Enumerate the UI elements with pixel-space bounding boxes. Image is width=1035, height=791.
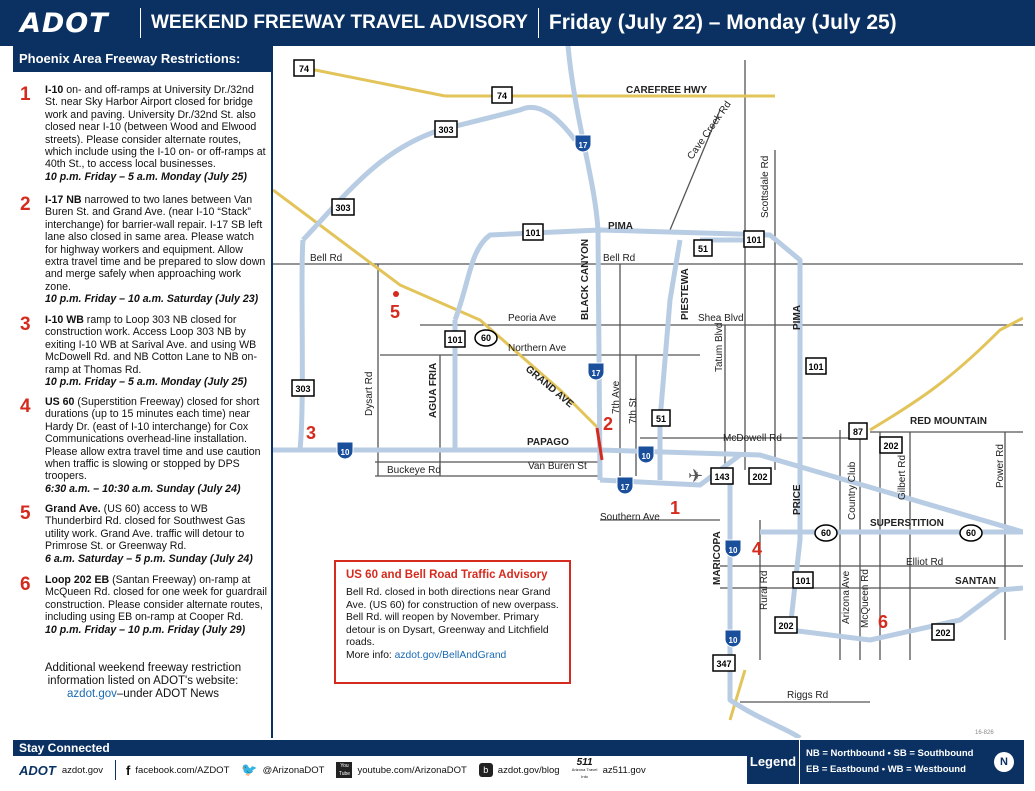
label-papago: PAPAGO	[527, 437, 569, 448]
shield-51: 51	[655, 414, 667, 424]
restriction-text	[45, 194, 267, 306]
restriction-text	[45, 314, 267, 388]
shield-101: 101	[795, 576, 811, 586]
restrictions-sidebar	[13, 46, 273, 738]
shield-101: 101	[808, 362, 824, 372]
airport-icon: ✈	[688, 466, 704, 486]
label-superstition: SUPERSTITION	[870, 518, 944, 529]
az511-link[interactable]	[571, 757, 646, 780]
label-7th-st: 7th St	[628, 397, 639, 424]
adot-website-link[interactable]: azdot.gov	[67, 688, 117, 700]
header-divider	[140, 8, 141, 38]
shield-i10: 10	[641, 452, 651, 461]
label-rural: Rural Rd	[759, 570, 770, 610]
shield-303: 303	[295, 384, 311, 394]
label-southern: Southern Ave	[600, 512, 660, 523]
restriction-description: on- and off-ramps at University Dr./32nd St. near Sky Harbor Airport closed for bridge work and paving. University Dr./32nd St. also closed near I-10 (between Wood and Elwood streets). Please consider alternate routes, which include using the I-10 on- or off-ramps at 40th St., to access local businesses.	[45, 84, 266, 171]
marker-5[interactable]: 5	[390, 302, 401, 322]
advisory-text: Bell Rd. closed in both directions near Grand Ave. (US 60) for construction of new overpass. Bell Rd. will reopen by November. Primary detour is on Dysart, Greenway and Litchfield roads.	[346, 587, 559, 649]
shield-303: 303	[438, 125, 454, 135]
label-northern: Northern Ave	[508, 343, 567, 354]
label-mcqueen: McQueen Rd	[860, 569, 871, 628]
shield-60: 60	[480, 333, 492, 343]
label-grand: GRAND AVE	[523, 363, 576, 411]
restriction-road: Loop 202 EB	[45, 574, 110, 586]
marker-2[interactable]: 2	[603, 414, 614, 434]
label-power: Power Rd	[995, 444, 1006, 488]
shield-60: 60	[820, 528, 832, 538]
advisory-more-label: More info:	[346, 649, 395, 661]
label-country-club: Country Club	[847, 461, 858, 520]
header-divider	[538, 8, 539, 38]
restriction-description: (US 60) access to WB Thunderbird Rd. closed for Southwest Gas utility work. Grand Ave. traffic will detour to Primrose St. or Greenway Rd.	[45, 503, 246, 553]
shield-202: 202	[778, 621, 794, 631]
adot-logo: ADOT	[20, 7, 109, 39]
shield-i17: 17	[591, 369, 601, 378]
label-bell-right: Bell Rd	[603, 253, 636, 264]
label-arizona: Arizona Ave	[841, 570, 852, 624]
shield-51: 51	[697, 244, 709, 254]
marker-4[interactable]: 4	[752, 539, 763, 559]
label-carefree: CAREFREE HWY	[626, 85, 708, 96]
restriction-text	[45, 574, 267, 636]
label-agua-fria: AGUA FRIA	[428, 362, 439, 418]
label-peoria: Peoria Ave	[508, 313, 557, 324]
shield-i10: 10	[340, 448, 350, 457]
label-van-buren: Van Buren St	[528, 461, 587, 472]
restriction-number: 4	[20, 396, 31, 417]
label-tatum: Tatum Blvd	[714, 322, 725, 372]
shield-202: 202	[935, 628, 951, 638]
shield-60: 60	[965, 528, 977, 538]
restriction-time: 10 p.m. Friday – 10 a.m. Saturday (July 23)	[45, 293, 259, 306]
restriction-text	[45, 503, 267, 565]
shield-101: 101	[746, 235, 762, 245]
legend-body	[800, 746, 986, 778]
shield-347: 347	[716, 659, 732, 669]
youtube-text: youtube.com/ArizonaDOT	[357, 764, 467, 776]
label-mcdowell: McDowell Rd	[723, 433, 782, 444]
social-links	[13, 756, 747, 784]
adot-footer-logo: ADOT	[19, 762, 56, 778]
restriction-number: 1	[20, 84, 31, 105]
az511-text: az511.gov	[602, 764, 646, 776]
legend	[747, 740, 1024, 784]
label-scottsdale: Scottsdale Rd	[760, 155, 771, 218]
blog-text: azdot.gov/blog	[497, 764, 560, 776]
stay-connected-bar: Stay Connected	[13, 740, 747, 756]
restriction-time: 10 p.m. Friday – 5 a.m. Monday (July 25)	[45, 170, 247, 183]
restriction-road: I-17 NB	[45, 194, 82, 206]
label-price: PRICE	[792, 484, 803, 515]
youtube-icon: You Tube	[336, 762, 352, 778]
page-title: WEEKEND FREEWAY TRAVEL ADVISORY	[151, 12, 528, 33]
restriction-number: 3	[20, 314, 31, 335]
shield-101: 101	[525, 228, 541, 238]
restriction-description: (Santan Freeway) on-ramp at McQueen Rd. closed for one week for guardrail construction. Please consider alternate routes, including using EB on-ramp at Cooper Rd.	[45, 574, 267, 624]
label-cave-creek: Cave Creek Rd	[685, 99, 734, 162]
advisory-link[interactable]: azdot.gov/BellAndGrand	[394, 649, 507, 661]
advisory-title: US 60 and Bell Road Traffic Advisory	[346, 569, 548, 581]
sidebar-title: Phoenix Area Freeway Restrictions:	[13, 46, 271, 72]
bell-road-advisory	[334, 560, 571, 684]
marker-6[interactable]: 6	[878, 612, 889, 632]
restriction-time: 10 p.m. Friday – 5 a.m. Monday (July 25)	[45, 376, 247, 389]
label-red-mountain: RED MOUNTAIN	[910, 416, 988, 427]
adot-site-link: azdot.gov	[61, 764, 104, 776]
shield-303: 303	[335, 203, 351, 213]
shield-i10: 10	[728, 546, 738, 555]
restriction-road: US 60	[45, 396, 75, 408]
shield-101: 101	[447, 335, 463, 345]
additional-info-text: Additional weekend freeway restriction information listed on ADOT's website:	[44, 662, 242, 687]
shield-202: 202	[752, 472, 768, 482]
shield-87: 87	[852, 427, 864, 437]
footer-divider	[115, 760, 116, 780]
restriction-text	[45, 84, 267, 183]
shield-i17: 17	[620, 483, 630, 492]
label-black-canyon: BLACK CANYON	[580, 238, 591, 320]
facebook-text: facebook.com/AZDOT	[135, 764, 230, 776]
closure-dot-5	[393, 291, 399, 297]
label-piestewa: PIESTEWA	[680, 268, 691, 320]
header-bar	[0, 0, 1035, 46]
restriction-number: 2	[20, 194, 31, 215]
label-pima-top: PIMA	[608, 221, 633, 232]
label-riggs: Riggs Rd	[787, 690, 829, 701]
legend-line-1: NB = Northbound • SB = Southbound	[806, 748, 974, 759]
restriction-text	[45, 396, 267, 495]
twitter-link[interactable]	[241, 762, 324, 778]
restriction-description: ramp to Loop 303 NB closed for construction work. Access Loop 303 NB by exiting I-10 WB at Sarival Ave. and using WB McDowell Rd. and NB Cotton Lane to NB on-ramp at Thomas Rd.	[45, 314, 257, 376]
restriction-number: 5	[20, 503, 31, 524]
label-dysart: Dysart Rd	[364, 371, 375, 416]
map-code: 16-826	[975, 730, 994, 736]
legend-line-2: EB = Eastbound • WB = Westbound	[806, 764, 966, 775]
restriction-road: Grand Ave.	[45, 503, 101, 515]
legend-title: Legend	[747, 740, 800, 784]
label-gilbert: Gilbert Rd	[897, 454, 908, 500]
marker-1[interactable]: 1	[670, 498, 681, 518]
shield-i17: 17	[578, 141, 588, 150]
facebook-link[interactable]	[126, 763, 229, 778]
blog-icon: b	[479, 763, 493, 777]
restriction-time: 6:30 a.m. – 10:30 a.m. Sunday (July 24)	[45, 482, 241, 495]
restriction-description: narrowed to two lanes between Van Buren St. and Grand Ave. (near I-10 “Stack” interchange) for barrier-wall repair. I-17 SB left lane also closed in same area. Please watch for highway workers and equipment. Allow extra travel time and be prepared to slow down and merge safely when approaching work zone.	[45, 194, 266, 293]
shield-74: 74	[496, 91, 508, 101]
restriction-description: (Superstition Freeway) closed for short durations (up to 15 minutes each time) near Hardy Dr. (east of I-10 interchange) for Cox Communications overhead-line installation. Please allow extra travel time and use caution when traffic is slowing or stopped by DPS troopers.	[45, 396, 261, 483]
az511-icon: 511 Arizona Travel Info	[571, 757, 598, 779]
advisory-body	[346, 587, 559, 663]
label-7th-ave: 7th Ave	[611, 380, 622, 414]
label-elliot: Elliot Rd	[906, 557, 944, 568]
marker-3[interactable]: 3	[306, 423, 317, 443]
additional-info-suffix: –under ADOT News	[116, 688, 219, 700]
shield-143: 143	[714, 472, 730, 482]
facebook-icon: f	[126, 762, 131, 778]
label-buckeye: Buckeye Rd	[387, 465, 441, 476]
label-maricopa: MARICOPA	[712, 531, 723, 585]
restriction-time: 10 p.m. Friday – 10 p.m. Friday (July 29)	[45, 623, 246, 636]
shield-202: 202	[883, 441, 899, 451]
restriction-time: 6 a.m. Saturday – 5 p.m. Sunday (July 24)	[45, 552, 253, 565]
label-pima-right: PIMA	[792, 305, 803, 330]
youtube-link[interactable]	[336, 762, 466, 778]
label-bell-left: Bell Rd	[310, 253, 343, 264]
twitter-text: @ArizonaDOT	[262, 764, 325, 776]
restriction-number: 6	[20, 574, 31, 595]
blog-link[interactable]	[479, 763, 560, 777]
shield-i10: 10	[728, 636, 738, 645]
advisory-dates: Friday (July 22) – Monday (July 25)	[548, 11, 897, 34]
north-arrow-icon: N	[994, 752, 1014, 772]
shield-74: 74	[298, 64, 310, 74]
twitter-icon: 🐦	[241, 762, 258, 777]
adot-footer[interactable]	[19, 763, 103, 778]
restriction-road: I-10 WB	[45, 314, 84, 326]
label-shea: Shea Blvd	[698, 313, 744, 324]
restriction-road: I-10	[45, 84, 64, 96]
label-santan: SANTAN	[955, 576, 996, 587]
additional-info	[23, 662, 263, 701]
